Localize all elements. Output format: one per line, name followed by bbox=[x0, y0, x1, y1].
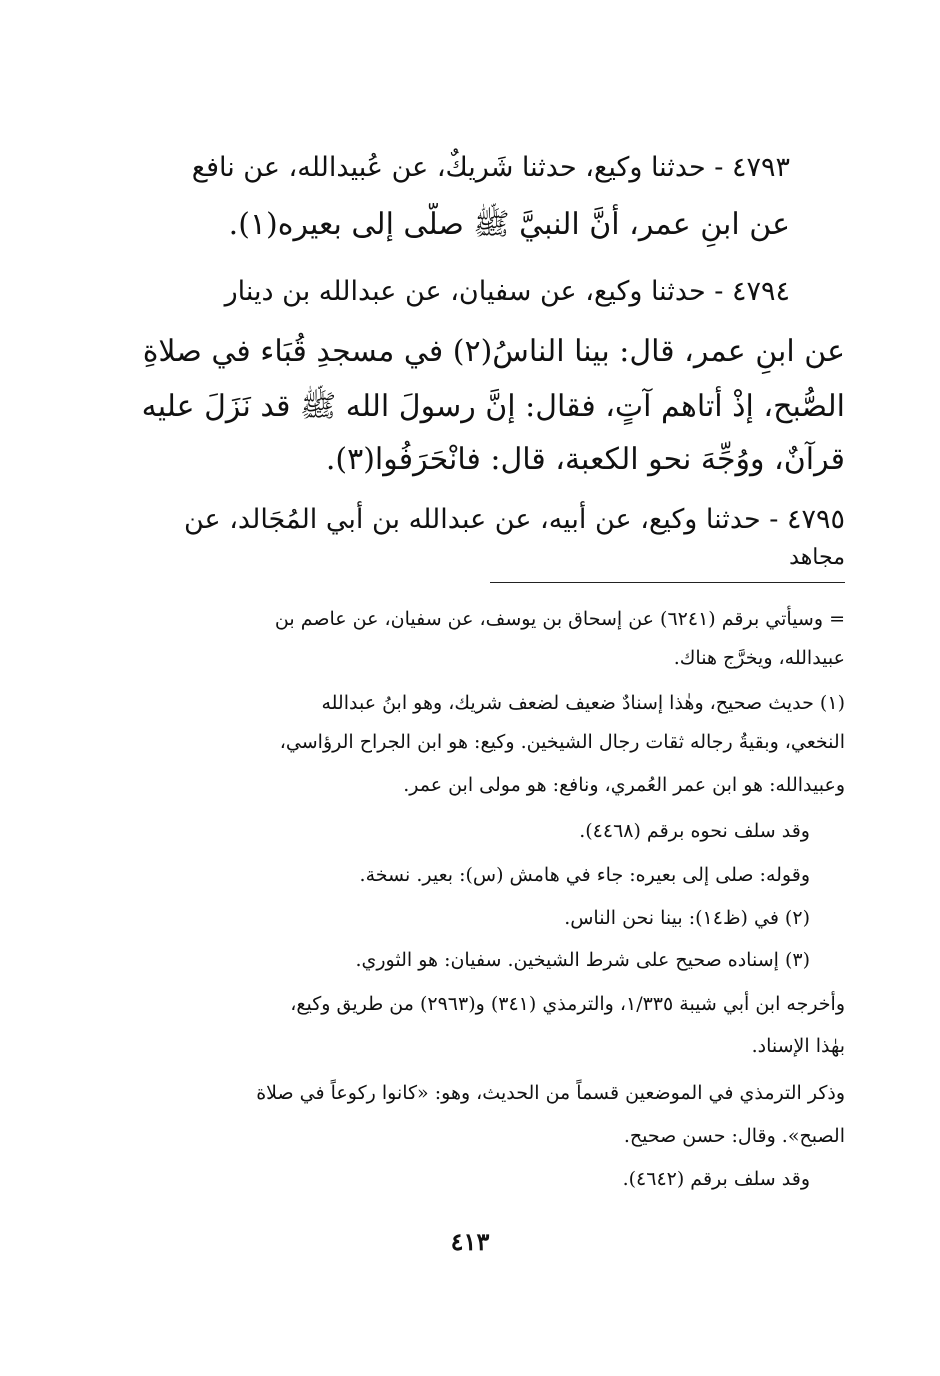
footnote-3-line-1: (٣) إسناده صحيح على شرط الشيخين. سفيان: هو الثوري. bbox=[355, 949, 810, 971]
page-number: ٤١٣ bbox=[450, 1227, 490, 1256]
hadith-4793-line-1: ٤٧٩٣ - حدثنا وكيع، حدثنا شَريكٌ، عن عُبيدالله، عن نافع bbox=[191, 152, 790, 183]
hadith-4794-line-3: الصُّبح، إذْ أتاهم آتٍ، فقال: إنَّ رسولَ الله ﷺ قد نَزَلَ عليه bbox=[141, 389, 845, 424]
footnote-1-line-5: وقوله: صلى إلى بعيره: جاء في هامش (س): بعير. نسخة. bbox=[359, 864, 810, 886]
hadith-4793-line-2: عن ابنِ عمر، أنَّ النبيَّ ﷺ صلَّى إلى بعيره(١). bbox=[228, 207, 790, 242]
footnote-1-line-2: النخعي، وبقيةُ رجاله ثقات رجال الشيخين. وكيع: هو ابن الجراح الرؤاسي، bbox=[279, 731, 845, 753]
footnote-continuation-line-1: = وسيأتي برقم (٦٢٤١) عن إسحاق بن يوسف، عن سفيان، عن عاصم بن bbox=[274, 608, 845, 630]
footnote-1-line-1: (١) حديث صحيح، وهٰذا إسنادٌ ضعيف لضعف شريك، وهو ابنُ عبدالله bbox=[321, 692, 845, 714]
hadith-4794-line-2: عن ابنِ عمر، قال: بينا الناسُ(٢) في مسجدِ قُبَاء في صلاةِ bbox=[142, 334, 845, 369]
hadith-4795-line-2: مجاهد bbox=[789, 545, 845, 570]
footnote-2: (٢) في (ظ١٤): بينا نحن الناس. bbox=[564, 907, 810, 929]
footnote-separator bbox=[490, 582, 845, 583]
footnote-3-line-6: وقد سلف برقم (٤٦٤٢). bbox=[622, 1168, 810, 1190]
footnote-3-line-5: الصبح». وقال: حسن صحيح. bbox=[623, 1125, 845, 1147]
footnote-3-line-2: وأخرجه ابن أبي شيبة ١/٣٣٥، والترمذي (٣٤١) و(٢٩٦٣) من طريق وكيع، bbox=[290, 993, 845, 1015]
footnote-continuation-line-2: عبيدالله، ويخرَّج هناك. bbox=[673, 647, 845, 669]
footnote-3-line-4: وذكر الترمذي في الموضعين قسماً من الحديث، وهو: «كانوا ركوعاً في صلاة bbox=[256, 1082, 845, 1104]
footnote-1-line-3: وعبيدالله: هو ابن عمر العُمري، ونافع: هو مولى ابن عمر. bbox=[403, 774, 845, 796]
footnote-1-line-4: وقد سلف نحوه برقم (٤٤٦٨). bbox=[579, 820, 810, 842]
hadith-4795-line-1: ٤٧٩٥ - حدثنا وكيع، عن أبيه، عن عبدالله بن أبي المُجَالد، عن bbox=[183, 504, 845, 535]
hadith-4794-line-1: ٤٧٩٤ - حدثنا وكيع، عن سفيان، عن عبدالله بن دينار bbox=[224, 276, 790, 307]
footnote-3-line-3: بهٰذا الإسناد. bbox=[751, 1035, 845, 1057]
hadith-4794-line-4: قرآنٌ، ووُجِّهَ نحو الكعبة، قال: فانْحَرَفُوا(٣). bbox=[325, 442, 845, 477]
